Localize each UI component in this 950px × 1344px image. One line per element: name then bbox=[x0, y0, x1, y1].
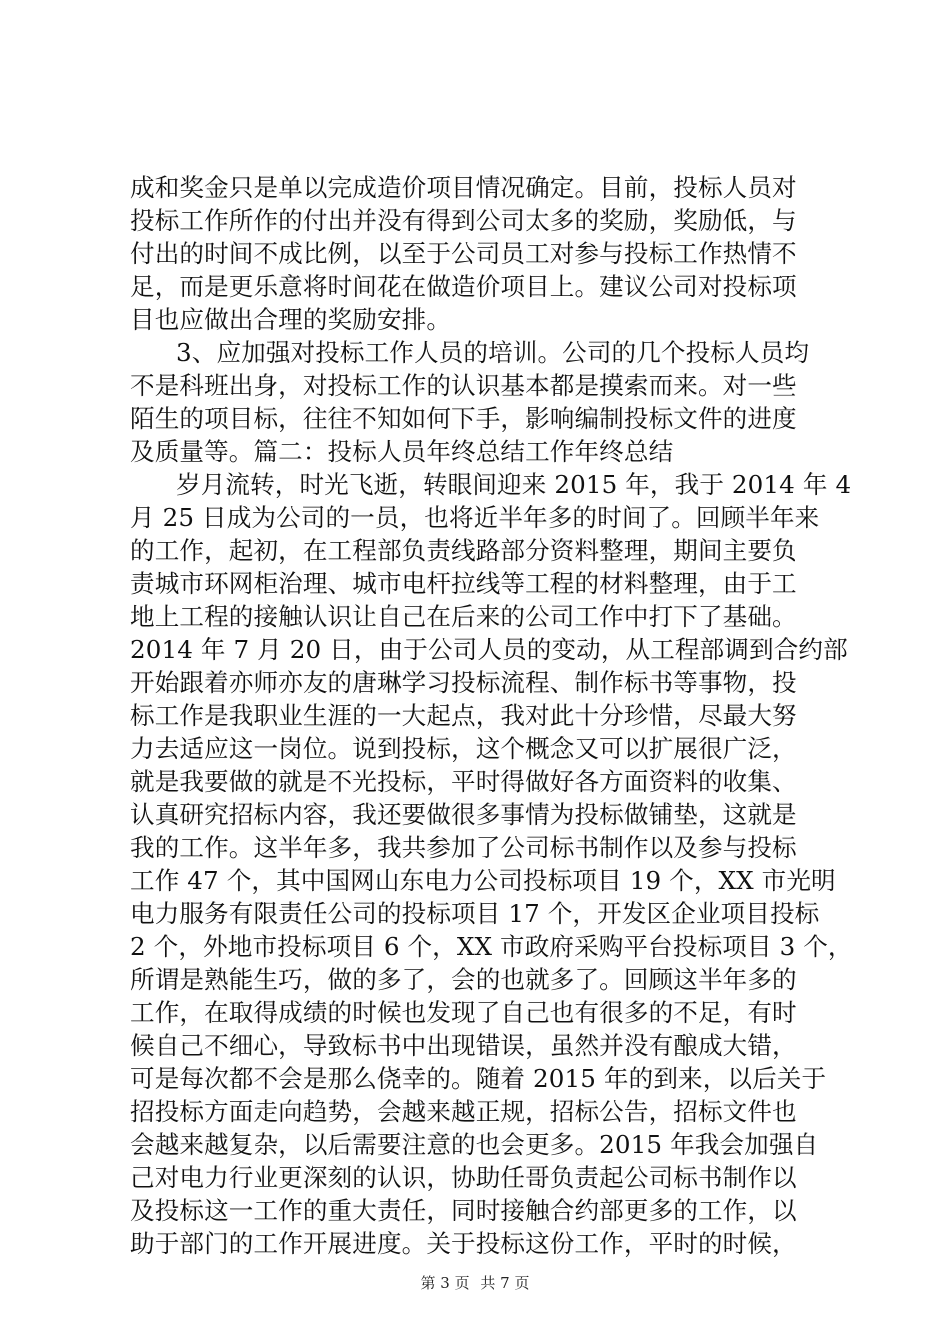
text-line: 月 25 日成为公司的一员，也将近半年多的时间了。回顾半年来 bbox=[130, 503, 820, 532]
text-line: 所谓是熟能生巧，做的多了，会的也就多了。回顾这半年多的 bbox=[130, 965, 797, 994]
page-total: 共 7 页 bbox=[480, 1274, 530, 1292]
text-line: 认真研究招标内容，我还要做很多事情为投标做铺垫，这就是 bbox=[130, 800, 797, 829]
text-line: 招投标方面走向趋势，会越来越正规，招标公告，招标文件也 bbox=[130, 1097, 797, 1126]
text-line: 的工作，起初，在工程部负责线路部分资料整理，期间主要负 bbox=[130, 536, 797, 565]
text-line: 2 个，外地市投标项目 6 个，XX 市政府采购平台投标项目 3 个， bbox=[130, 932, 853, 961]
text-line: 成和奖金只是单以完成造价项目情况确定。目前，投标人员对 bbox=[130, 173, 797, 202]
text-line: 电力服务有限责任公司的投标项目 17 个，开发区企业项目投标 bbox=[130, 899, 820, 928]
page-footer bbox=[0, 1273, 950, 1293]
text-line: 己对电力行业更深刻的认识，协助任哥负责起公司标书制作以 bbox=[130, 1163, 797, 1192]
text-line: 不是科班出身，对投标工作的认识基本都是摸索而来。对一些 bbox=[130, 371, 797, 400]
text-line: 助于部门的工作开展进度。关于投标这份工作，平时的时候， bbox=[130, 1229, 797, 1258]
text-line: 候自己不细心，导致标书中出现错误，虽然并没有酿成大错， bbox=[130, 1031, 797, 1060]
text-line: 可是每次都不会是那么侥幸的。随着 2015 年的到来，以后关于 bbox=[130, 1064, 827, 1093]
text-line: 开始跟着亦师亦友的唐琳学习投标流程、制作标书等事物，投 bbox=[130, 668, 797, 697]
text-line: 会越来越复杂，以后需要注意的也会更多。2015 年我会加强自 bbox=[130, 1130, 819, 1159]
text-line: 陌生的项目标，往往不知如何下手，影响编制投标文件的进度 bbox=[130, 404, 797, 433]
text-line: 工作 47 个，其中国网山东电力公司投标项目 19 个，XX 市光明 bbox=[130, 866, 836, 895]
text-line: 工作，在取得成绩的时候也发现了自己也有很多的不足，有时 bbox=[130, 998, 797, 1027]
text-line: 力去适应这一岗位。说到投标，这个概念又可以扩展很广泛， bbox=[130, 734, 797, 763]
text-line: 岁月流转，时光飞逝，转眼间迎来 2015 年，我于 2014 年 4 bbox=[176, 470, 852, 499]
text-line: 我的工作。这半年多，我共参加了公司标书制作以及参与投标 bbox=[130, 833, 797, 862]
text-line: 及质量等。篇二：投标人员年终总结工作年终总结 bbox=[130, 437, 674, 466]
page-number: 第 3 页 bbox=[420, 1274, 470, 1292]
text-line: 3、应加强对投标工作人员的培训。公司的几个投标人员均 bbox=[176, 338, 810, 367]
text-line: 2014 年 7 月 20 日，由于公司人员的变动，从工程部调到合约部 bbox=[130, 635, 848, 664]
text-line: 就是我要做的就是不光投标，平时得做好各方面资料的收集、 bbox=[130, 767, 797, 796]
text-line: 地上工程的接触认识让自己在后来的公司工作中打下了基础。 bbox=[130, 602, 797, 631]
text-line: 及投标这一工作的重大责任，同时接触合约部更多的工作，以 bbox=[130, 1196, 797, 1225]
text-line: 标工作是我职业生涯的一大起点，我对此十分珍惜，尽最大努 bbox=[130, 701, 797, 730]
text-line: 目也应做出合理的奖励安排。 bbox=[130, 305, 452, 334]
text-line: 投标工作所作的付出并没有得到公司太多的奖励，奖励低，与 bbox=[130, 206, 797, 235]
text-line: 付出的时间不成比例，以至于公司员工对参与投标工作热情不 bbox=[130, 239, 797, 268]
text-line: 足，而是更乐意将时间花在做造价项目上。建议公司对投标项 bbox=[130, 272, 797, 301]
text-line: 责城市环网柜治理、城市电杆拉线等工程的材料整理，由于工 bbox=[130, 569, 797, 598]
